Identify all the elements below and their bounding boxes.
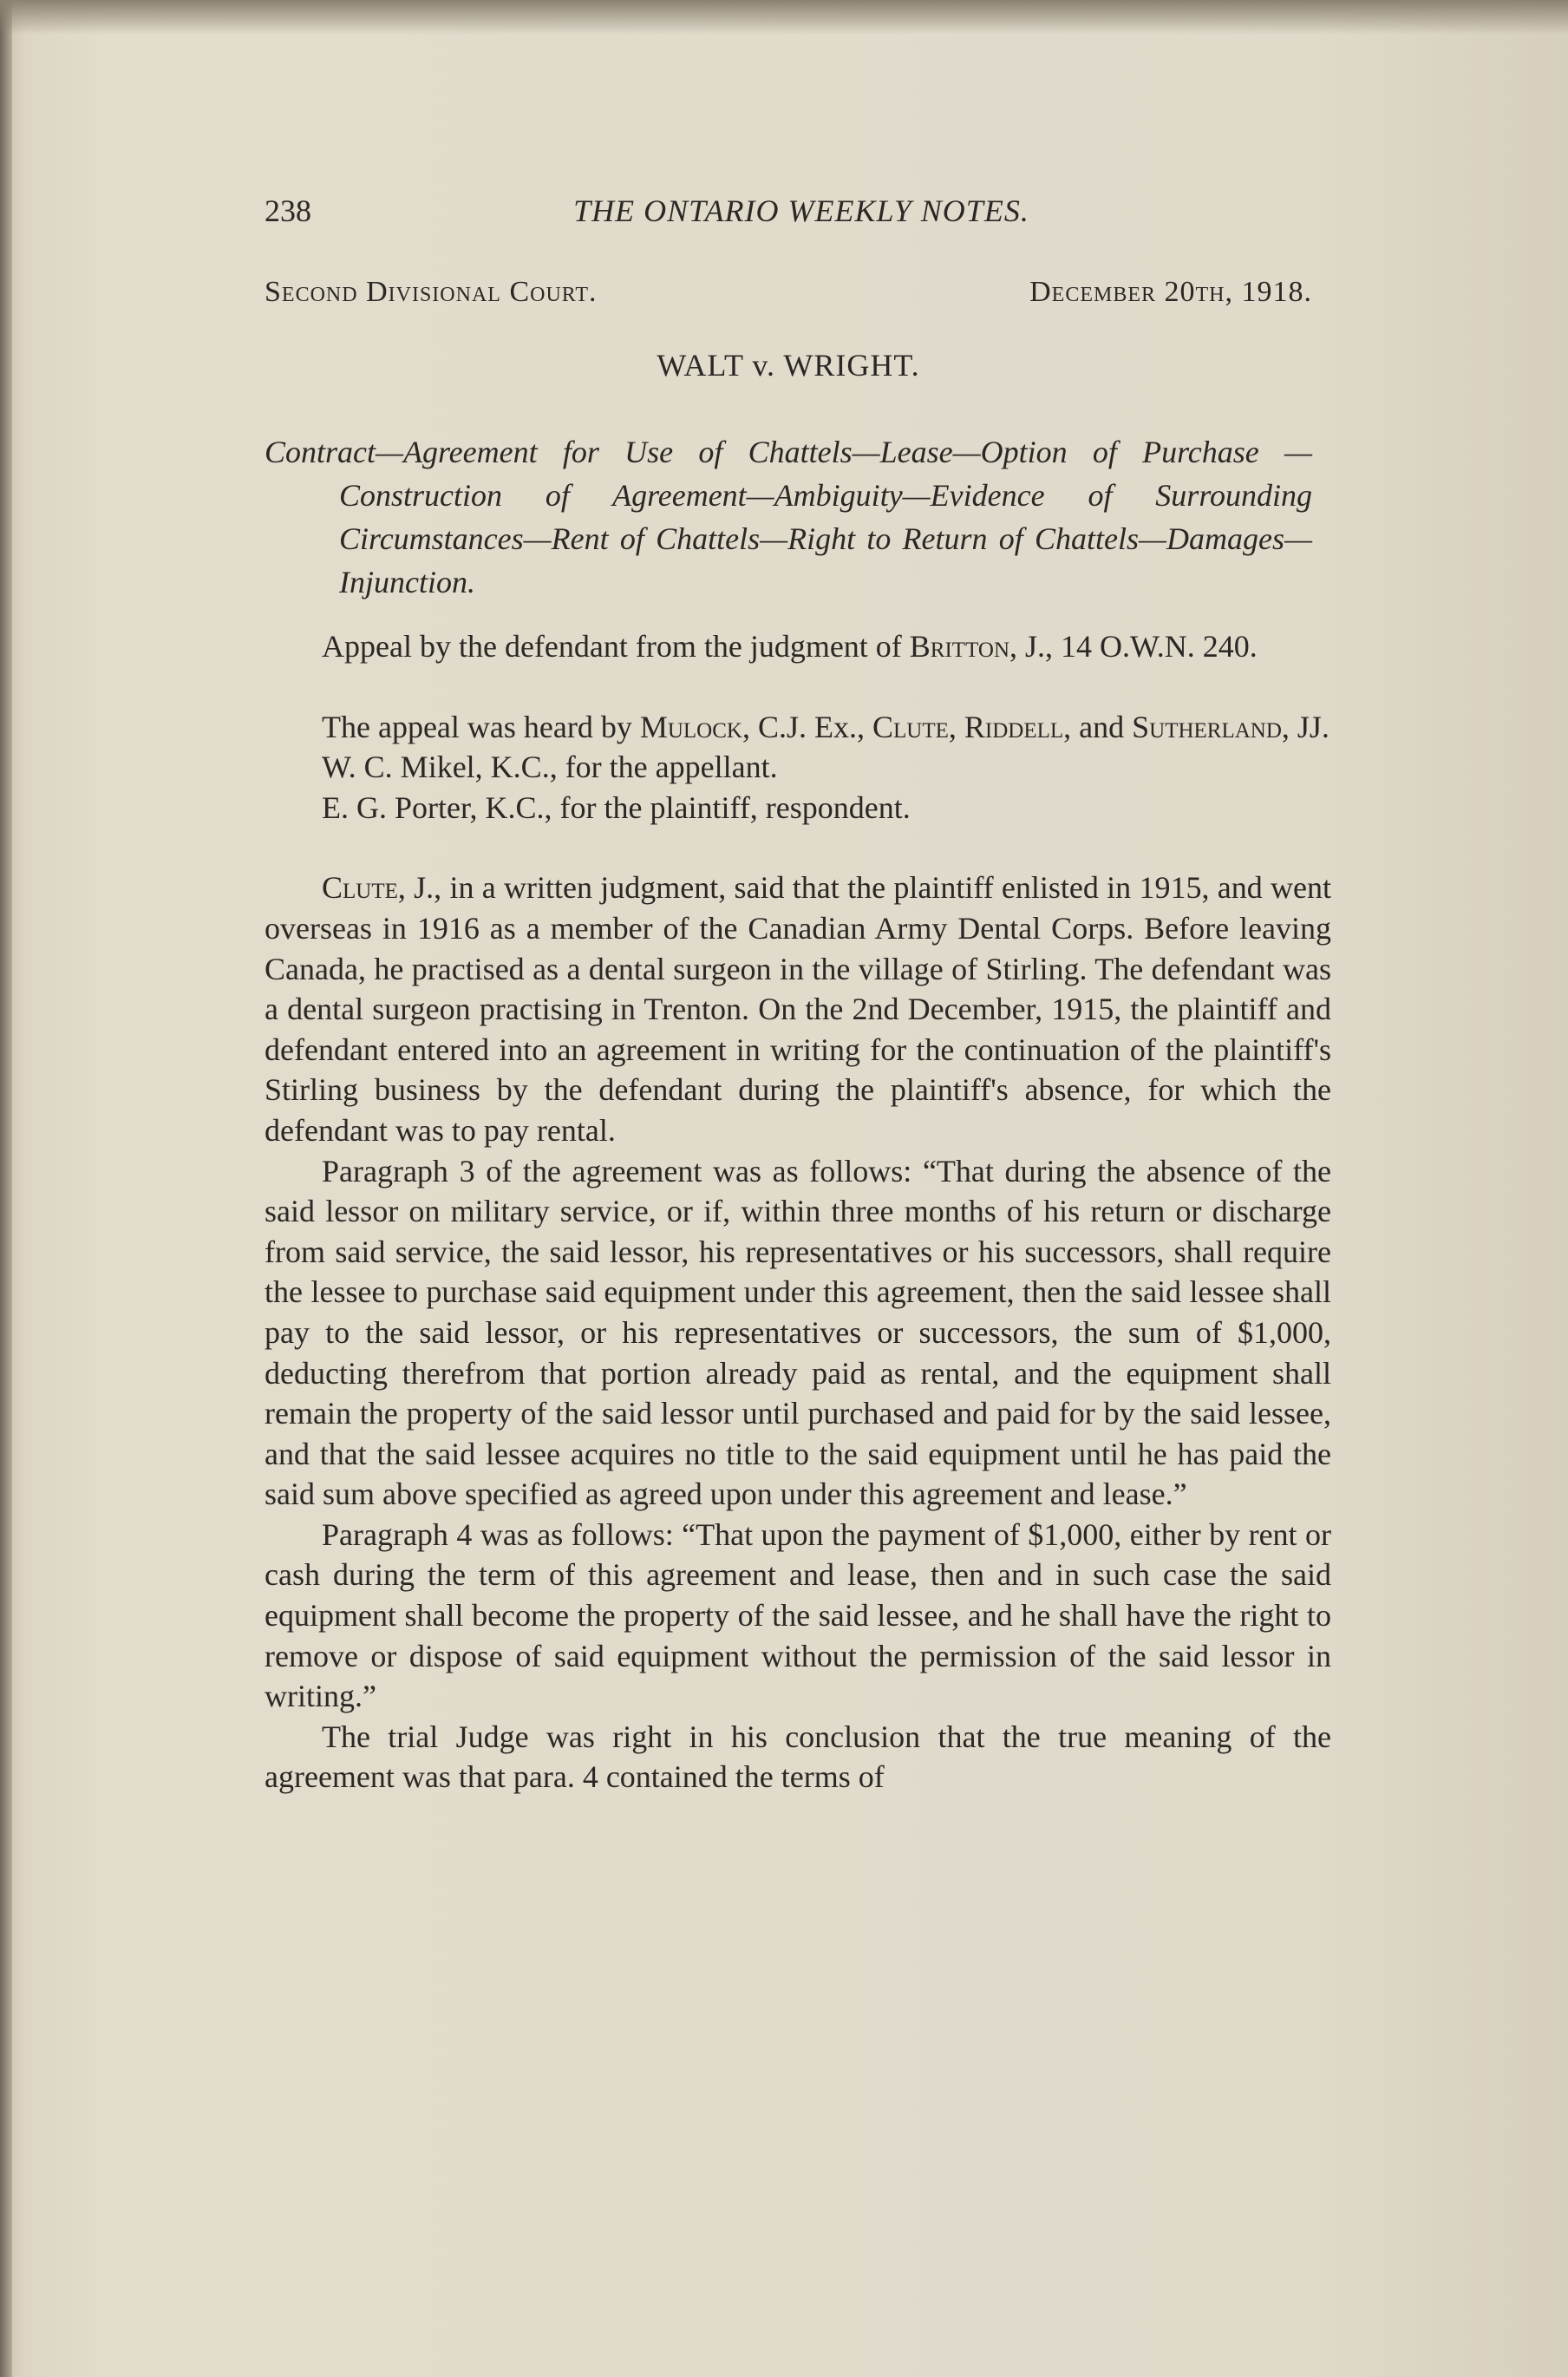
body-text (265, 626, 1331, 1797)
court-line (265, 276, 1312, 321)
judge-riddell: Riddell (964, 709, 1064, 744)
hearing-sep-1: , C.J. Ex., (742, 709, 872, 744)
judgment-paragraph-1 (265, 868, 1331, 1150)
hearing-intro: The appeal was heard by (322, 709, 640, 744)
judgment-conclusion: The trial Judge was right in his conclusion that the true meaning of the agreement was that para. 4 contained the terms of (265, 1719, 1331, 1795)
hearing-paragraph (265, 707, 1331, 748)
hearing-sep-3: , and (1063, 709, 1133, 744)
judge-sutherland: Sutherland (1132, 709, 1282, 744)
judge-clute: Clute (872, 709, 949, 744)
page-number: 238 (265, 193, 311, 228)
hearing-sep-2: , (948, 709, 964, 744)
appeal-paragraph (265, 626, 1331, 667)
headnote (265, 430, 1312, 604)
judge-mulock: Mulock (639, 709, 742, 744)
case-title: WALT v. WRIGHT. (657, 348, 920, 383)
judgment-paragraph-3: Paragraph 3 of the agreement was as follows: “That during the absence of the said lessor on military service, or if, within three months of his return or discharge from said service, the said lessor, his representatives or his successors, shall require the lessee to purchase said equipment under this agreement, then the said lessee shall pay to the said lessor, or his representatives or successors, the sum of $1,000, deducting therefrom that portion already paid as rental, and the equipment shall remain the property of the said lessor until purchased and paid for by the said lessee, and that the said lessee acquires no title to the said equipment until he has paid the said sum above specified as agreed upon under this agreement and lease.” (265, 1153, 1331, 1512)
appeal-judge: Britton (909, 629, 1010, 664)
appeal-text: Appeal by the defendant from the judgment of (322, 629, 910, 664)
appeal-citation: , J., 14 O.W.N. 240. (1009, 629, 1258, 664)
judgment-judge: Clute (322, 870, 398, 906)
hearing-end: , JJ. (1281, 709, 1330, 744)
page-header (265, 193, 1338, 241)
headnote-text: Contract—Agreement for Use of Chattels—Lease—Option of Purchase —Construction of Agreement—Ambiguity—Evidence of Surrounding Circumstances—Rent of Chattels—Right to Return of Chattels—Damages—Injunction. (265, 435, 1312, 599)
counsel-appellant: W. C. Mikel, K.C., for the appellant. (322, 750, 778, 785)
counsel-respondent: E. G. Porter, K.C., for the plaintiff, respondent. (322, 789, 911, 825)
judgment-text-1: , J., in a written judgment, said that the plaintiff enlisted in 1915, and went overseas in 1916 as a member of the Canadian Army Dental Corps. Before leaving Canada, he practised as a dental surgeon in the village of Stirling. The defendant was a dental surgeon practising in Trenton. On the 2nd December, 1915, the plaintiff and defendant entered into an agreement in writing for the continuation of the plaintiff's Stirling business by the defendant during the plaintiff's absence, for which the defendant was to pay rental. (265, 870, 1331, 1148)
decision-date: December 20th, 1918. (1029, 276, 1312, 308)
court-name: Second Divisional Court. (265, 276, 598, 308)
running-title: THE ONTARIO WEEKLY NOTES. (573, 193, 1029, 228)
judgment-paragraph-4: Paragraph 4 was as follows: “That upon the payment of $1,000, either by rent or cash during the term of this agreement and lease, then and in such case the said equipment shall become the property of the said lessee, and he shall have the right to remove or dispose of said equipment without the permission of the said lessor in writing.” (265, 1516, 1331, 1714)
